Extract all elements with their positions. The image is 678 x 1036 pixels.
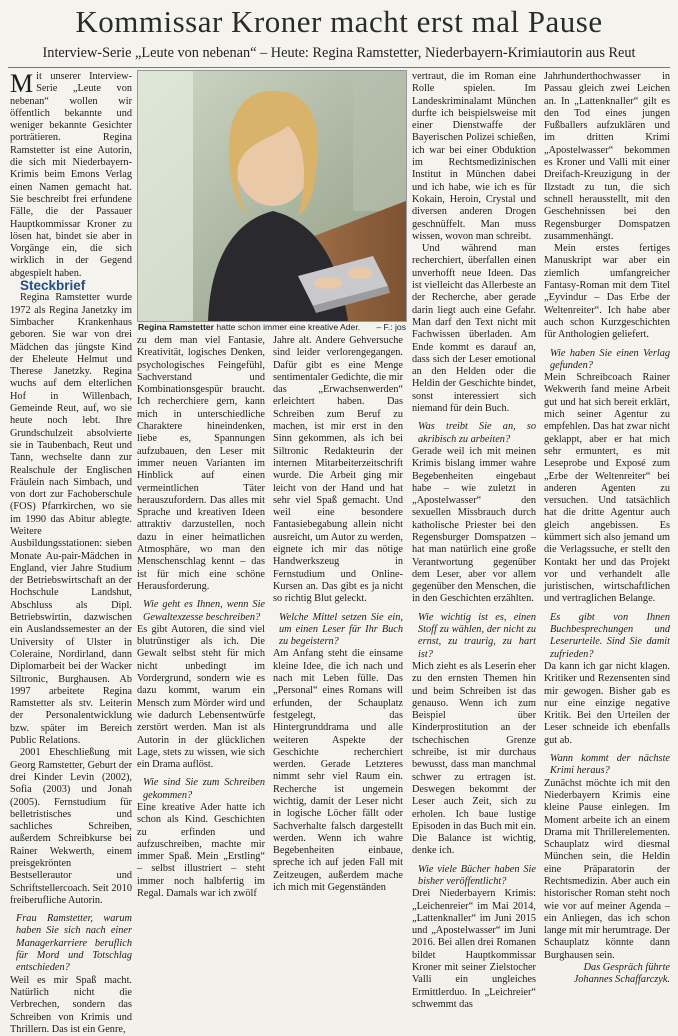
- intro-text: it unserer Interview-Serie „Leute von nebenan“ wollen wir öffentlich bekannte und weniger bekannte Gesichter porträtieren. Regina Ramstetter ist eine Autorin, die sich mit Niederbayern-Krimis beim Emons Verlag einen Namen gemacht hat. Sie beschreibt frei erfundene Fälle, die der Passauer Hauptkommissar Kroner zu lösen hat, bindet sie aber in Vorgänge ein, die sich wirklich in der Gegend abgespielt haben.: [10, 71, 132, 279]
- column-4: [412, 71, 536, 1010]
- steckbrief-heading: Steckbrief: [20, 278, 86, 294]
- drop-cap: M: [10, 69, 34, 98]
- photo-caption: [138, 322, 406, 332]
- interview-answer: Mein erstes fertiges Manuskript war aber ein ziemlich umfangreicher Fantasy-Roman mit dem Titel „Eyvindur – Das Erbe der Weltenreiter“. Ich habe aber auch schon Kurzgeschichten für Anthologien geliefert.: [544, 243, 670, 341]
- interview-answer: zu dem man viel Fantasie, Kreativität, logisches Denken, psychologisches Feingefühl, Sachverstand und Kombinationsgespür braucht. Ich recherchiere gern, kann mich in unterschiedliche Charaktere hineindenken, liebe es, Spannungen aufzubauen, den Leser mit immer neuen Varianten im Hinblick auf einen vermeintlichen Täter herauszufordern. Das alles mit Sprache und kreativen Ideen attraktiv darzustellen, noch dazu in einer heimatlichen Atmosphäre, wo man den Menschenschlag kennt – das ist für mich eine schöne Herausforderung.: [137, 335, 265, 592]
- interview-answer: Mein Schreibcoach Rainer Wekwerth fand meine Arbeit gut und hat sich bereit erklärt, mich seiner Agentur zu empfehlen. Das hat zwar nicht geklappt, aber er hat mich sehr ermuntert, es mit Leseprobe und Exposé zum „Erbe der Weltenreiter“ bei anderen Agenten zu versuchen. Und tatsächlich hat die dritte Agentur auch gleich angebissen. Es kümmert sich also jemand um die Verlagssuche, er stellt den Kontakt her und das Projekt vor und verhandelt alle juristischen, wirtschaftlichen und vertraglichen Belange.: [544, 372, 670, 605]
- caption-text: hatte schon immer eine kreative Ader.: [216, 322, 361, 332]
- interview-question: Wann kommt der nächste Krimi heraus?: [550, 753, 670, 777]
- interview-answer: Es gibt Autoren, die sind viel blutrünstiger als ich. Die Gewalt selbst steht für mich nicht unbedingt im Vordergrund, sondern wie es dazu kommt, warum ein Mensch zum Mörder wird und wie dadurch Lebensentwürfe zerstört werden. Man ist als Autorin in der glücklichen Lage, stets zu wissen, wie sich ein Drama auflöst.: [137, 623, 265, 771]
- interview-answer: Mich zieht es als Leserin eher zu den ernsten Themen hin und beim Schreiben ist das genauso. Wenn ich zum Beispiel über Kinderprostitution an der tschechischen Grenze schreibe, ist mir durchaus bewusst, dass man manchmal schwer zu ertragen ist. Deswegen bekommt der Leser auch Zeit, sich zu erholen. Ich baue lustige Episoden in das Buch mit ein. Die Balance ist wichtig, denke ich.: [412, 660, 536, 857]
- top-rule: [8, 67, 670, 68]
- interview-question: Wie wichtig ist es, einen Stoff zu wählen, der nicht zu ernst, zu traurig, zu hart ist?: [418, 611, 536, 660]
- interview-question: Was treibt Sie an, so akribisch zu arbeiten?: [418, 421, 536, 445]
- photo-credit: – F.: jos: [376, 322, 406, 332]
- interview-question: Frau Ramstetter, warum haben Sie sich nach einer Managerkarriere beruflich für Mord und Totschlag entschieden?: [16, 913, 132, 974]
- column-1: [10, 69, 132, 1035]
- column-5: [544, 71, 670, 986]
- interview-question: Welche Mittel setzen Sie ein, um einen Leser für Ihr Buch zu begeistern?: [279, 611, 403, 648]
- interview-answer: Weil es mir Spaß macht. Natürlich nicht die Verbrechen, sondern das Schreiben von Krimis und Thrillern. Das ist ein Genre,: [10, 974, 132, 1035]
- steckbrief-paragraph: 2001 Eheschließung mit Georg Ramstetter, Geburt der drei Kinder Levin (2002), Sofia (2003) und Jonah (2005). Fernstudium für belletristisches und sachliches Schreiben, außerdem Schreibkurse bei Rainer Wekwerth, einem preisgekrönten Bestsellerautor und Schriftstellercoach. Seit 2010 freiberufliche Autorin.: [10, 747, 132, 906]
- column-3: [273, 335, 403, 894]
- headline: Kommissar Kroner macht erst mal Pause: [75, 4, 603, 39]
- interview-answer: Gerade weil ich mit meinen Krimis bislang immer wahre Begebenheiten eingebaut habe – wie zuletzt in „Apostelwasser“ den sexuellen Missbrauch durch katholische Priester bei den Regensburger Domspatzen – hat man natürlich eine große Verantwortung gegenüber dem Leser, aber vor allem gegenüber den Menschen, die in den Geschichten erzählten.: [412, 445, 536, 605]
- interview-answer: Da kann ich gar nicht klagen. Kritiker und Rezensenten sind mir gewogen. Bisher gab es nur eine einzige negative Kritik. Bei den Urteilen der Leser schneide ich ebenfalls gut ab.: [544, 660, 670, 746]
- interview-question: Es gibt von Ihnen Buchbesprechungen und Leserurteile. Sind Sie damit zufrieden?: [550, 611, 670, 660]
- column-2: [137, 335, 265, 900]
- interview-question: Wie viele Bücher haben Sie bisher veröffentlicht?: [418, 863, 536, 887]
- steckbrief-paragraph: Regina Ramstetter wurde 1972 als Regina Janetzky im Simbacher Krankenhaus geboren. Sie war von drei Mädchen das jüngste Kind der Eheleute Helmut und Therese Janetzky. Regina wuchs auf dem elterlichen Hof in Willenbach, Gemeinde Reut, auf, wo sie heute noch lebt. Ihre Grundschulzeit absolvierte sie in Taubenbach, Reut und Tann, wechselte dann zur Realschule der Englischen Fräulein nach Simbach, und von dort zur Fachoberschule (FOS) Pfarrkirchen, wo sie im 1990 das Abitur ablegte. Weitere Ausbildungsstationen: sieben Monate Au-pair-Mädchen in England, vier Jahre Studium der Betriebswirtschaft an der Hochschule Landshut, Abschluss als Dipl. Betriebswirtin, dazwischen ein Auslandssemester an der University of Ulster in Coleraine, Nordirland, dann Diplomarbeit bei der Wacker Siltronic, Burghausen. Ab 1997 arbeitete Regina Ramstetter als stv. Leiterin der Personalentwicklung bzw. später im Bereich Public Relations.: [10, 292, 132, 747]
- interview-answer: Drei Niederbayern Krimis: „Leichenreier“ im Mai 2014, „Lattenknaller“ im Juni 2015 und „Apostelwasser“ im Juni 2016. Bei allen drei Romanen bildet Hauptkommissar Kroner mit seiner Zielstocher Valli ein ungleiches Ermittlerduo. In „Leichreier“ schwemmt das: [412, 888, 536, 1010]
- interview-answer: Und während man recherchiert, überfallen einen unverhofft neue Ideen. Das ist vielleicht das Allerbeste an der Recherche, aber gerade darin liegt auch eine Gefahr. Man darf den Text nicht mit Fachwissen überladen. Am Ende kommt es darauf an, dass sich der Leser emotional an den Helden oder die Heldin der Geschichte bindet, sonst interessiert sich niemand für dein Buch.: [412, 243, 536, 415]
- author-credit: Das Gespräch führte Johannes Schaffarczyk.: [573, 962, 670, 986]
- caption-name: Regina Ramstetter: [138, 322, 214, 332]
- interview-question: Wie haben Sie einen Verlag gefunden?: [550, 347, 670, 371]
- interview-answer: Eine kreative Ader hatte ich schon als Kind. Geschichten zu erfinden und aufzuschreiben, machte mir immer Spaß. Mein „Erstling“ – selbst illustriert – steht immer noch halbfertig im Regal. Damals war ich zwölf: [137, 801, 265, 900]
- author-photo: [137, 70, 407, 322]
- author-photo-image: [138, 71, 406, 321]
- interview-answer: Jahre alt. Andere Gehversuche sind leider verlorengegangen. Dafür gibt es eine Menge sentimentaler Gedichte, die mir das „Erwachsenwerden“ erleichtert haben. Das Schreiben zum Beruf zu machen, ist mir erst in den Sinn gekommen, als ich bei Siltronic Redakteurin der internen Mitarbeiterzeitschrift wurde. Die Arbeit ging mir leicht von der Hand und hat sehr viel Spaß gemacht. Und weil eine besondere Fantasiebegabung allein nicht ausreicht, um Autor zu werden, eignete ich mir das nötige Handwerkszeug in Fernstudium und Online-Kursen an. Das gibt es ja nicht so richtig Blut geleckt.: [273, 335, 403, 605]
- interview-answer: Zunächst möchte ich mit den Niederbayern Krimis eine kleine Pause einlegen. Im Moment arbeite ich an einem Drama mit Thrillerelementen. Schauplatz wird diesmal München sein, die Heldin eine Präparatorin der Rechtsmedizin. Aber auch ein historischer Roman steht noch wie vor auf meiner Agenda – ein Anliegen, das ich schon lange mit mir herumtrage. Der Schauplatz könnte dann Burghausen sein.: [544, 777, 670, 961]
- interview-answer: vertraut, die im Roman eine Rolle spielen. Im Landeskriminalamt München durfte ich beispielsweise mit einer Dienstwaffe der Bayerischen Polizei schießen, ich war bei einer Obduktion im Rechtsmedizinischen Institut in München dabei und ich habe, wie ich es für Kokain, Heroin, Crystal und diversen anderen Drogen geschnüffelt. Man muss wissen, wovon man schreibt.: [412, 71, 536, 242]
- interview-question: Wie geht es Ihnen, wenn Sie Gewaltexzesse beschreiben?: [143, 599, 265, 623]
- interview-answer: Jahrhunderthochwasser in Passau gleich zwei Leichen an. In „Lattenknaller“ gilt es den Tod eines jungen Fußballers aufzuklären und im dritten Krimi „Apostelwasser“ bekommen es Kroner und Valli mit einer Dreifach-Kreuzigung in der Ilzstadt zu tun, die sich schnell herausstellt, mit den Geschehnissen bei den Regensburger Domspatzen zusammenhängt.: [544, 71, 670, 242]
- interview-answer: Am Anfang steht die einsame kleine Idee, die ich nach und nach mit Leben fülle. Das „Personal“ eines Romans will erfunden, der Schauplatz festgelegt, das Hintergrunddrama und alle weiteren Aspekte der Geschichte recherchiert werden. Gerade Letzteres nimmt sehr viel Raum ein. Recherche ist ungemein wichtig, damit der Leser nicht in logische Löcher fällt oder Sachverhalte falsch dargestellt werden. Wenn ich wahre Begebenheiten einbaue, spreche ich auf jeden Fall mit Zeitzeugen, außerdem mache ich mich mit Gegenständen: [273, 648, 403, 894]
- interview-question: Wie sind Sie zum Schreiben gekommen?: [143, 777, 265, 801]
- subheadline: Interview-Serie „Leute von nebenan“ – Heute: Regina Ramstetter, Niederbayern-Krimiautorin aus Reut: [42, 45, 636, 61]
